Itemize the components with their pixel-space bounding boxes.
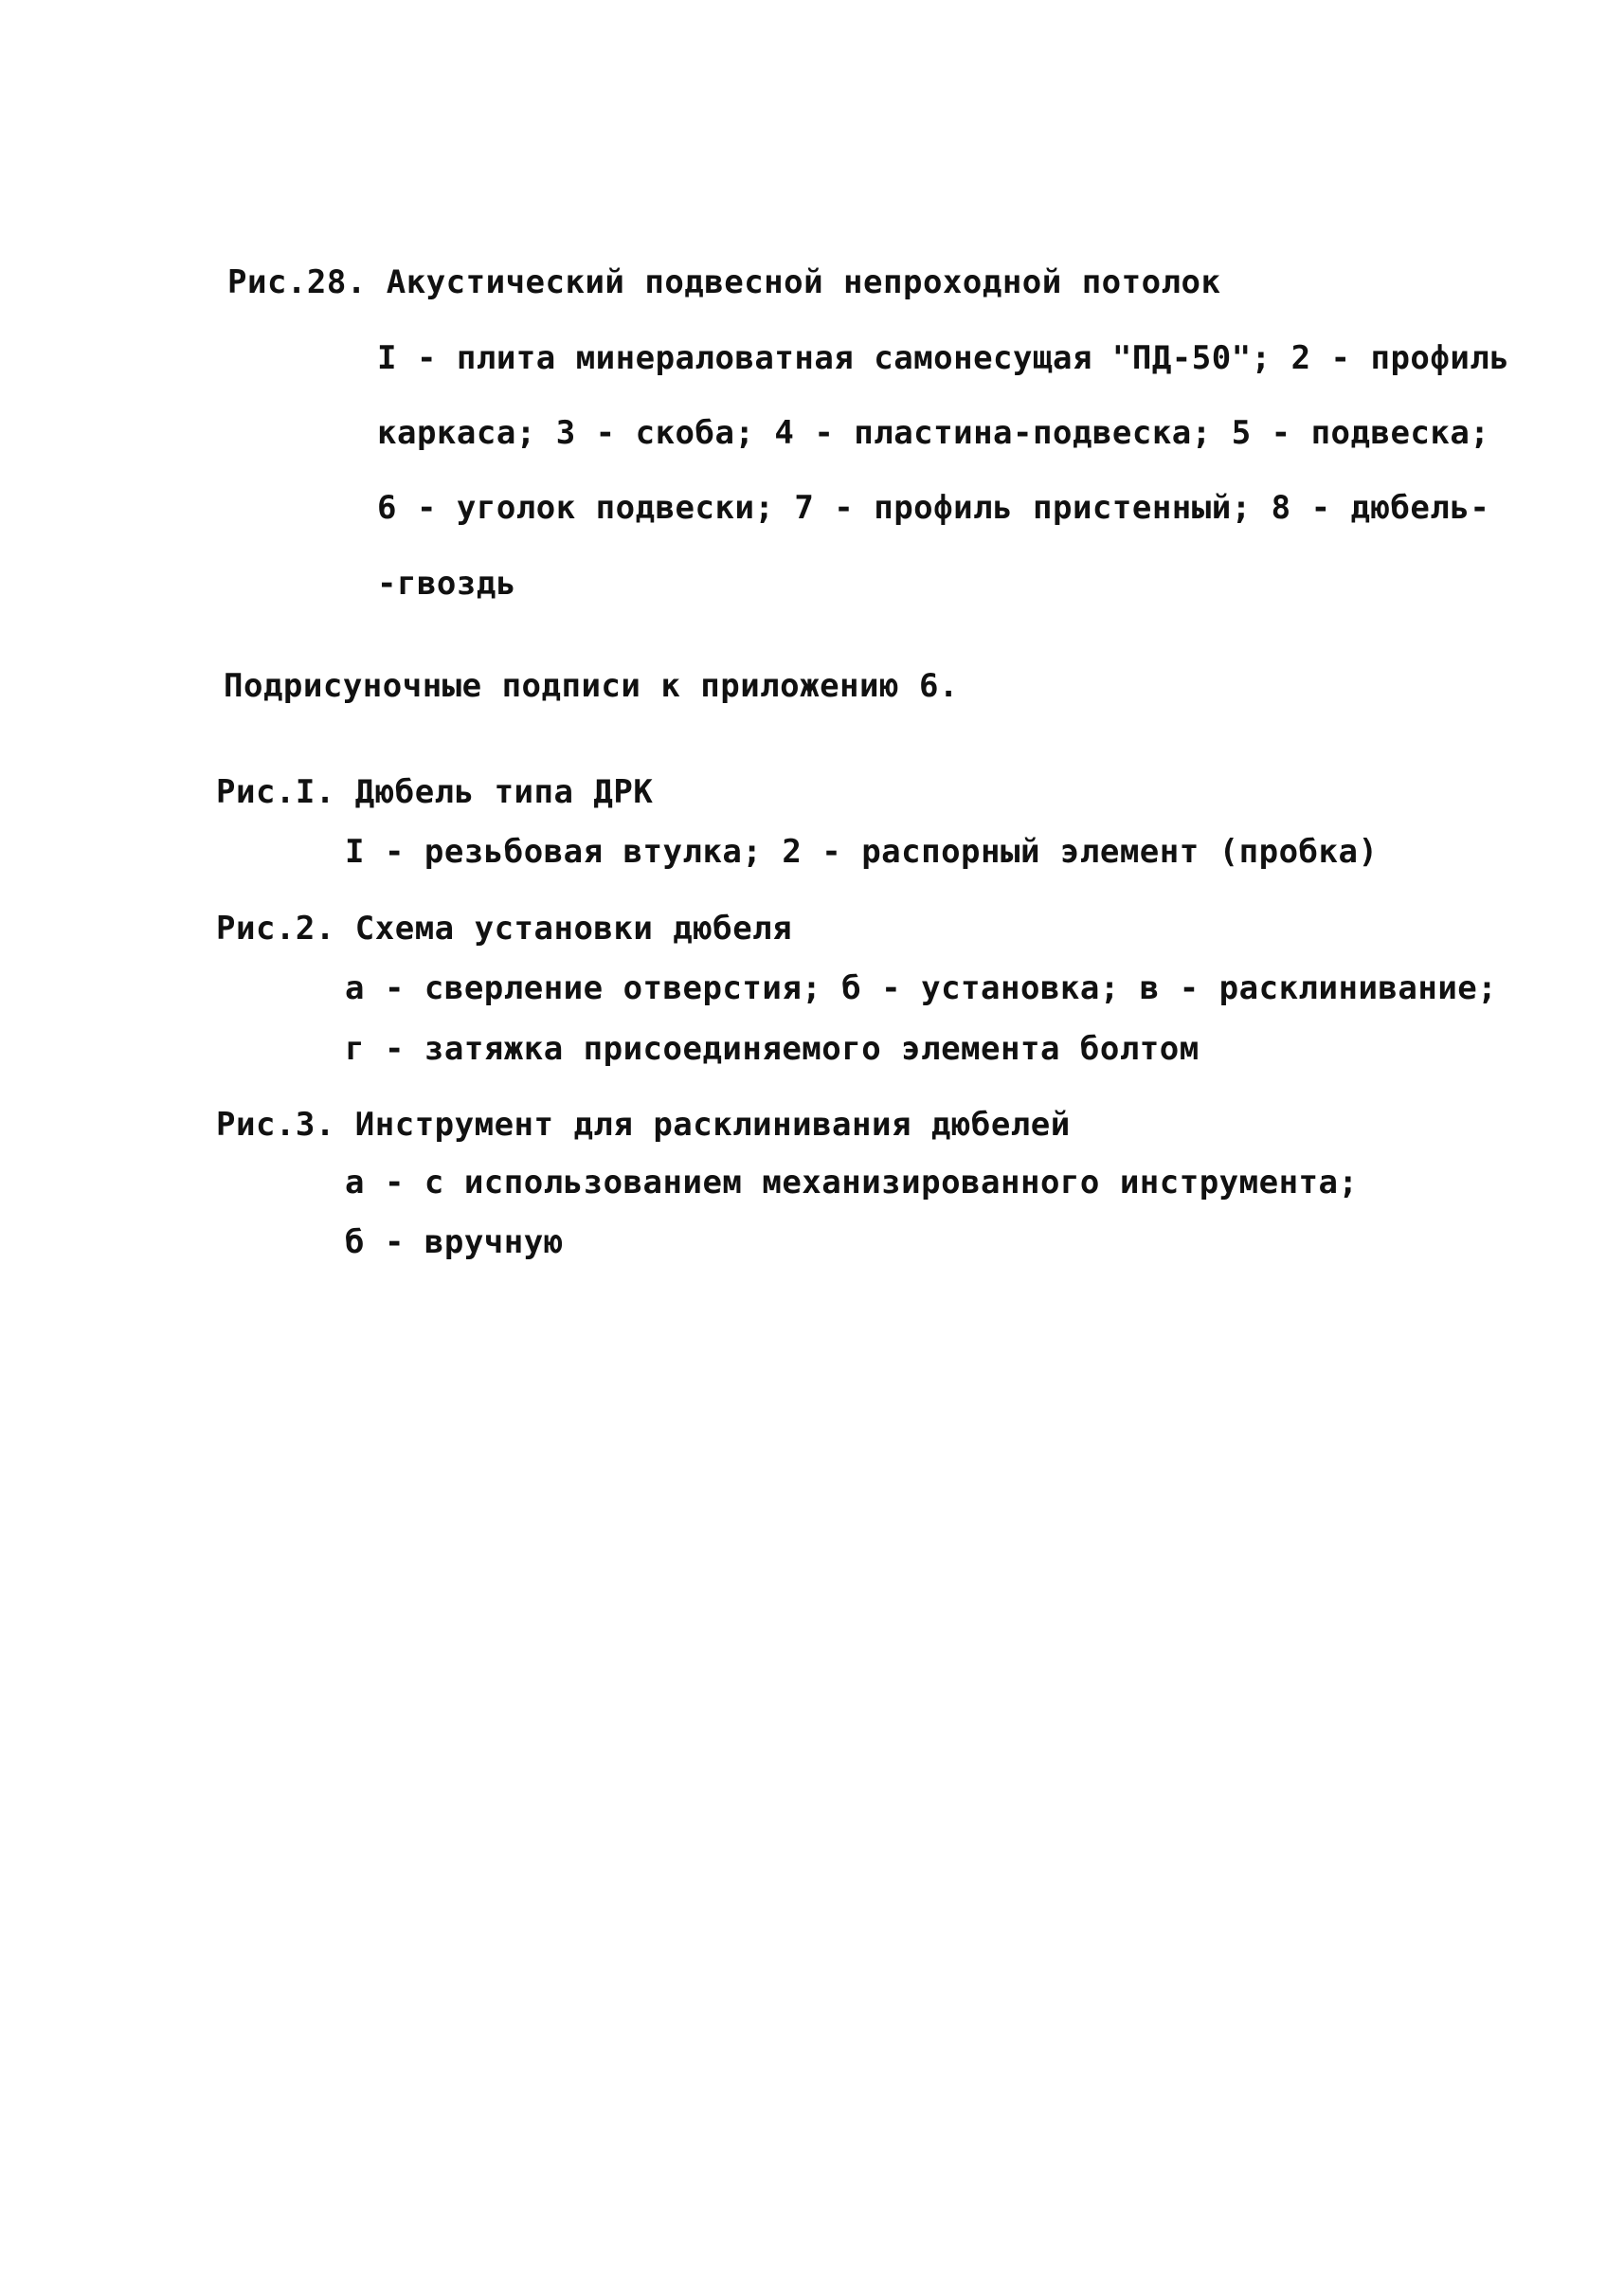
fig28-caption-line-2: каркаса; 3 - скоба; 4 - пластина-подвеска; 5 - подвеска; xyxy=(377,414,1490,452)
fig2-caption-line-1: а - сверление отверстия; б - установка; в - расклинивание; xyxy=(345,969,1498,1007)
fig2-caption-line-2: г - затяжка присоединяемого элемента болтом xyxy=(345,1030,1200,1068)
fig28-caption-title: Рис.28. Акустический подвесной непроходной потолок xyxy=(227,263,1221,301)
fig1-caption-line-1: I - резьбовая втулка; 2 - распорный элемент (пробка) xyxy=(345,833,1379,871)
fig28-caption-line-1: I - плита минераловатная самонесущая "ПД-50"; 2 - профиль xyxy=(377,339,1510,377)
appendix-heading: Подрисуночные подписи к приложению 6. xyxy=(224,667,959,705)
fig28-caption-line-4: -гвоздь xyxy=(377,565,516,603)
fig3-caption-line-2: б - вручную xyxy=(345,1223,564,1261)
fig3-caption-title: Рис.3. Инструмент для расклинивания дюбелей xyxy=(216,1106,1071,1144)
fig2-caption-title: Рис.2. Схема установки дюбеля xyxy=(216,910,793,948)
fig1-caption-title: Рис.I. Дюбель типа ДРК xyxy=(216,773,654,811)
fig3-caption-line-1: а - с использованием механизированного инструмента; xyxy=(345,1164,1359,1201)
fig28-caption-line-3: 6 - уголок подвески; 7 - профиль пристенный; 8 - дюбель- xyxy=(377,489,1490,527)
